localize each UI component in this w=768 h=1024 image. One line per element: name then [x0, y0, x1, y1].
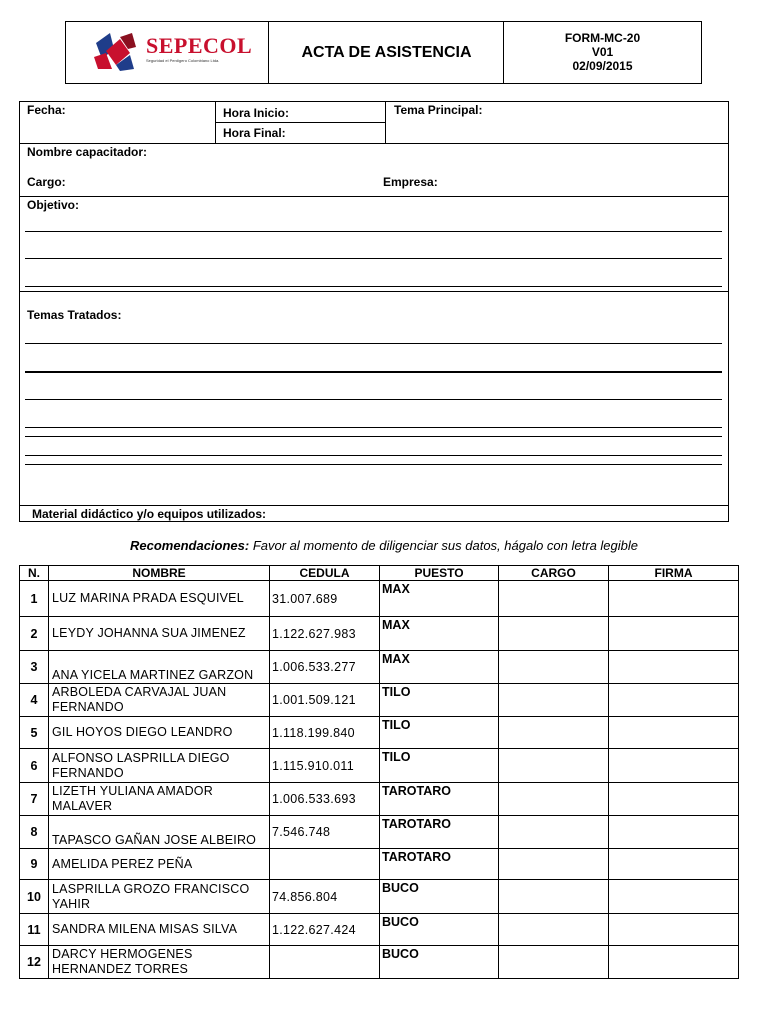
row-nombre: LASPRILLA GROZO FRANCISCO YAHIR: [49, 880, 270, 914]
material-label: Material didáctico y/o equipos utilizados:: [32, 507, 267, 521]
row-puesto: MAX: [380, 617, 499, 651]
row-number: 4: [20, 684, 49, 717]
recommendation-label: Recomendaciones:: [130, 538, 250, 553]
row-puesto: BUCO: [380, 946, 499, 979]
row-nombre: LEYDY JOHANNA SUA JIMENEZ: [49, 617, 270, 651]
hora-inicio-label: Hora Inicio:: [223, 106, 290, 120]
tema-principal-label: Tema Principal:: [394, 103, 483, 117]
row-firma[interactable]: [609, 617, 739, 651]
row-cargo[interactable]: [499, 849, 609, 880]
row-nombre: LUZ MARINA PRADA ESQUIVEL: [49, 581, 270, 617]
row-number: 2: [20, 617, 49, 651]
header-puesto: PUESTO: [380, 566, 499, 581]
row-cargo[interactable]: [499, 684, 609, 717]
row-cargo[interactable]: [499, 914, 609, 946]
row-nombre: ANA YICELA MARTINEZ GARZON: [49, 651, 270, 684]
table-row: [20, 684, 739, 717]
hora-final-label: Hora Final:: [223, 126, 286, 140]
table-row: [20, 914, 739, 946]
table-row: [20, 849, 739, 880]
table-row: [20, 717, 739, 749]
row-nombre: LIZETH YULIANA AMADOR MALAVER: [49, 783, 270, 816]
row-number: 8: [20, 816, 49, 849]
row-puesto: TILO: [380, 684, 499, 717]
row-cedula: 74.856.804: [270, 880, 380, 914]
nombre-capacitador-label: Nombre capacitador:: [27, 145, 148, 159]
row-cedula: 1.118.199.840: [270, 717, 380, 749]
table-row: [20, 783, 739, 816]
row-cedula: 31.007.689: [270, 581, 380, 617]
row-firma[interactable]: [609, 749, 739, 783]
row-number: 7: [20, 783, 49, 816]
header-n: N.: [20, 566, 49, 581]
table-row: [20, 651, 739, 684]
row-cargo[interactable]: [499, 617, 609, 651]
row-firma[interactable]: [609, 816, 739, 849]
row-nombre: ALFONSO LASPRILLA DIEGO FERNANDO: [49, 749, 270, 783]
company-name: SEPECOL: [146, 33, 253, 58]
row-firma[interactable]: [609, 914, 739, 946]
row-nombre: SANDRA MILENA MISAS SILVA: [49, 914, 270, 946]
table-row: [20, 617, 739, 651]
row-cargo[interactable]: [499, 651, 609, 684]
row-nombre: DARCY HERMOGENES HERNANDEZ TORRES: [49, 946, 270, 979]
header-firma: FIRMA: [609, 566, 739, 581]
row-cedula: 1.122.627.424: [270, 914, 380, 946]
row-number: 12: [20, 946, 49, 979]
row-number: 6: [20, 749, 49, 783]
row-cedula: 1.006.533.693: [270, 783, 380, 816]
row-cedula: 7.546.748: [270, 816, 380, 849]
row-number: 1: [20, 581, 49, 617]
objetivo-label: Objetivo:: [27, 198, 80, 212]
row-cargo[interactable]: [499, 749, 609, 783]
form-code: FORM-MC-20: [564, 31, 641, 45]
row-firma[interactable]: [609, 581, 739, 617]
row-cargo[interactable]: [499, 880, 609, 914]
row-firma[interactable]: [609, 946, 739, 979]
row-nombre: TAPASCO GAÑAN JOSE ALBEIRO: [49, 816, 270, 849]
row-number: 11: [20, 914, 49, 946]
row-puesto: TILO: [380, 717, 499, 749]
row-cargo[interactable]: [499, 816, 609, 849]
row-firma[interactable]: [609, 717, 739, 749]
row-puesto: TILO: [380, 749, 499, 783]
row-number: 3: [20, 651, 49, 684]
row-firma[interactable]: [609, 849, 739, 880]
row-cedula: [270, 849, 380, 880]
company-tagline: Seguridad el Perdigero Colombiano Ltda.: [146, 58, 220, 63]
row-cedula: 1.115.910.011: [270, 749, 380, 783]
row-firma[interactable]: [609, 651, 739, 684]
row-puesto: MAX: [380, 581, 499, 617]
row-nombre: GIL HOYOS DIEGO LEANDRO: [49, 717, 270, 749]
table-row: [20, 749, 739, 783]
row-cargo[interactable]: [499, 717, 609, 749]
row-nombre: ARBOLEDA CARVAJAL JUAN FERNANDO: [49, 684, 270, 717]
row-cedula: [270, 946, 380, 979]
recommendation-text: Favor al momento de diligenciar sus datos, hágalo con letra legible: [252, 538, 638, 553]
row-cargo[interactable]: [499, 581, 609, 617]
row-puesto: TAROTARO: [380, 783, 499, 816]
row-firma[interactable]: [609, 684, 739, 717]
form-version: V01: [591, 45, 614, 59]
table-row: [20, 581, 739, 617]
training-form: [19, 101, 729, 522]
document-header: [65, 21, 702, 84]
recommendation: [0, 538, 768, 553]
row-cargo[interactable]: [499, 946, 609, 979]
attendance-table: [19, 565, 739, 979]
temas-tratados-label: Temas Tratados:: [27, 308, 122, 322]
empresa-label: Empresa:: [383, 175, 438, 189]
cargo-label: Cargo:: [27, 175, 66, 189]
form-meta: [504, 31, 701, 73]
row-cedula: 1.122.627.983: [270, 617, 380, 651]
header-cedula: CEDULA: [270, 566, 380, 581]
document-title: ACTA DE ASISTENCIA: [301, 43, 472, 61]
row-cargo[interactable]: [499, 783, 609, 816]
row-cedula: 1.006.533.277: [270, 651, 380, 684]
table-row: [20, 946, 739, 979]
header-cargo: CARGO: [499, 566, 609, 581]
header-nombre: NOMBRE: [49, 566, 270, 581]
company-logo: [90, 29, 142, 75]
row-number: 10: [20, 880, 49, 914]
row-puesto: TAROTARO: [380, 849, 499, 880]
row-puesto: BUCO: [380, 914, 499, 946]
row-firma[interactable]: [609, 880, 739, 914]
row-number: 5: [20, 717, 49, 749]
table-row: [20, 880, 739, 914]
row-puesto: TAROTARO: [380, 816, 499, 849]
row-cedula: 1.001.509.121: [270, 684, 380, 717]
table-header-row: [20, 566, 739, 581]
table-row: [20, 816, 739, 849]
row-puesto: BUCO: [380, 880, 499, 914]
row-puesto: MAX: [380, 651, 499, 684]
form-date: 02/09/2015: [572, 59, 633, 73]
row-number: 9: [20, 849, 49, 880]
row-nombre: AMELIDA PEREZ PEÑA: [49, 849, 270, 880]
row-firma[interactable]: [609, 783, 739, 816]
fecha-label: Fecha:: [27, 103, 66, 117]
